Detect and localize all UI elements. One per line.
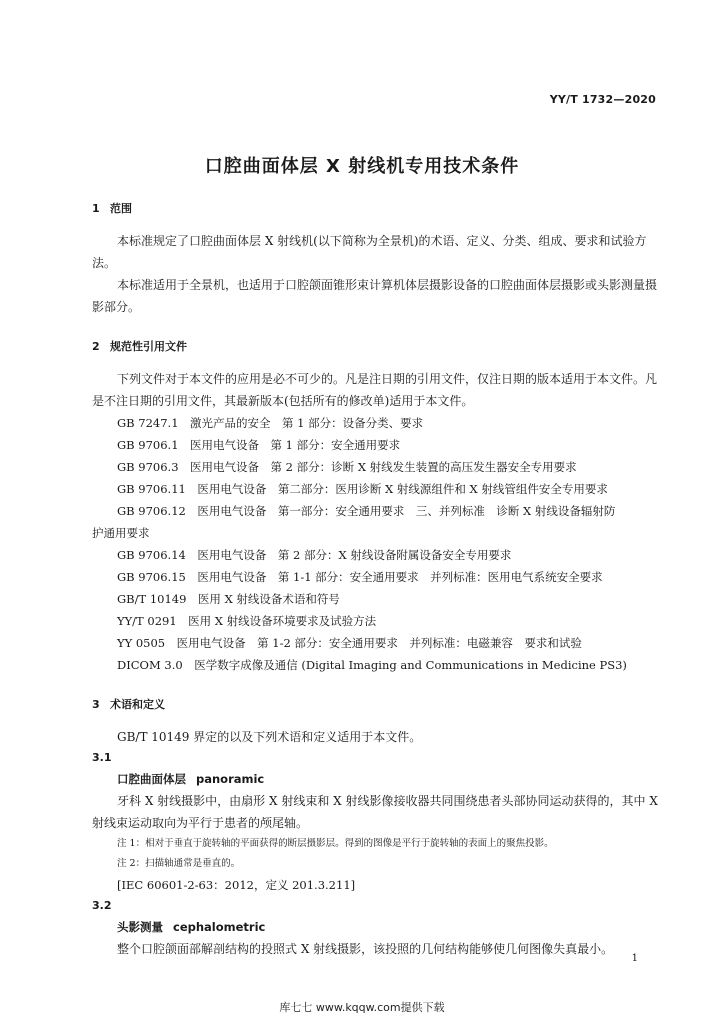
footer-watermark: 库七七 www.kqqw.com提供下载 (279, 1001, 445, 1014)
document-title: 口腔曲面体层 X 射线机专用技术条件 (204, 156, 520, 177)
page-number: 1 (631, 953, 638, 964)
reference-item: GB 9706.3 医用电气设备 第 2 部分：诊断 X 射线发生装置的高压发生器安全专用要求 (117, 460, 577, 474)
section-number: 2 (92, 340, 100, 353)
reference-item: GB 9706.12 医用电气设备 第一部分：安全通用要求 三、并列标准 诊断 X 射线设备辐射防 (117, 504, 616, 518)
section-1-paragraph-1: 本标准规定了口腔曲面体层 X 射线机(以下简称为全景机)的术语、定义、分类、组成、要求和试验方法。 (92, 234, 647, 270)
section-number: 1 (92, 202, 100, 215)
reference-item: GB 9706.14 医用电气设备 第 2 部分：X 射线设备附属设备安全专用要求 (117, 548, 512, 562)
section-title: 术语和定义 (110, 698, 165, 711)
reference-item: GB 9706.1 医用电气设备 第 1 部分：安全通用要求 (117, 438, 401, 452)
reference-item: YY/T 0291 医用 X 射线设备环境要求及试验方法 (117, 614, 377, 628)
section-number: 3 (92, 698, 100, 711)
reference-item: GB/T 10149 医用 X 射线设备术语和符号 (117, 592, 340, 606)
section-1-paragraph-2: 本标准适用于全景机，也适用于口腔颌面锥形束计算机体层摄影设备的口腔曲面体层摄影或头影测量摄影部分。 (92, 278, 658, 314)
section-1-heading (92, 200, 660, 216)
term-english: cephalometric (173, 920, 266, 934)
reference-item: GB 7247.1 激光产品的安全 第 1 部分：设备分类、要求 (117, 416, 424, 430)
term-note: 注 1：相对于垂直于旋转轴的平面获得的断层摄影层。得到的图像是平行于旋转轴的表面上的聚焦投影。 (117, 838, 554, 849)
section-title: 范围 (110, 202, 132, 215)
term-chinese: 口腔曲面体层 (117, 772, 186, 786)
reference-item-continuation: 护通用要求 (92, 526, 150, 540)
term-definition: 整个口腔颌面部解剖结构的投照式 X 射线摄影，该投照的几何结构能够使几何图像失真最小。 (117, 942, 614, 956)
clause-number: 3.2 (92, 899, 112, 912)
clause-number: 3.1 (92, 751, 112, 764)
term-heading (92, 768, 660, 790)
reference-item: DICOM 3.0 医学数字成像及通信 (Digital Imaging and Communications in Medicine PS3) (117, 658, 627, 672)
term-definition: 牙科 X 射线摄影中，由扇形 X 射线束和 X 射线影像接收器共同围绕患者头部协同运动获得的，其中 X 射线束运动取向为平行于患者的颅尾轴。 (92, 794, 658, 830)
section-2-intro: 下列文件对于本文件的应用是必不可少的。凡是注日期的引用文件，仅注日期的版本适用于本文件。凡是不注日期的引用文件，其最新版本(包括所有的修改单)适用于本文件。 (92, 372, 658, 408)
document-body (92, 200, 660, 960)
term-note: 注 2：扫描轴通常是垂直的。 (117, 858, 241, 869)
reference-item: YY 0505 医用电气设备 第 1-2 部分：安全通用要求 并列标准：电磁兼容 要求和试验 (117, 636, 582, 650)
section-title: 规范性引用文件 (110, 340, 187, 353)
standard-code: YY/T 1732—2020 (549, 93, 656, 106)
term-english: panoramic (196, 772, 265, 786)
term-heading (92, 916, 660, 938)
reference-item: GB 9706.11 医用电气设备 第二部分：医用诊断 X 射线源组件和 X 射线管组件安全专用要求 (117, 482, 608, 496)
term-source: [IEC 60601-2-63：2012，定义 201.3.211] (117, 878, 356, 892)
section-3-intro: GB/T 10149 界定的以及下列术语和定义适用于本文件。 (117, 730, 422, 744)
reference-item: GB 9706.15 医用电气设备 第 1-1 部分：安全通用要求 并列标准：医用电气系统安全要求 (117, 570, 603, 584)
section-3-heading (92, 696, 660, 712)
term-chinese: 头影测量 (117, 920, 163, 934)
section-2-heading (92, 338, 660, 354)
